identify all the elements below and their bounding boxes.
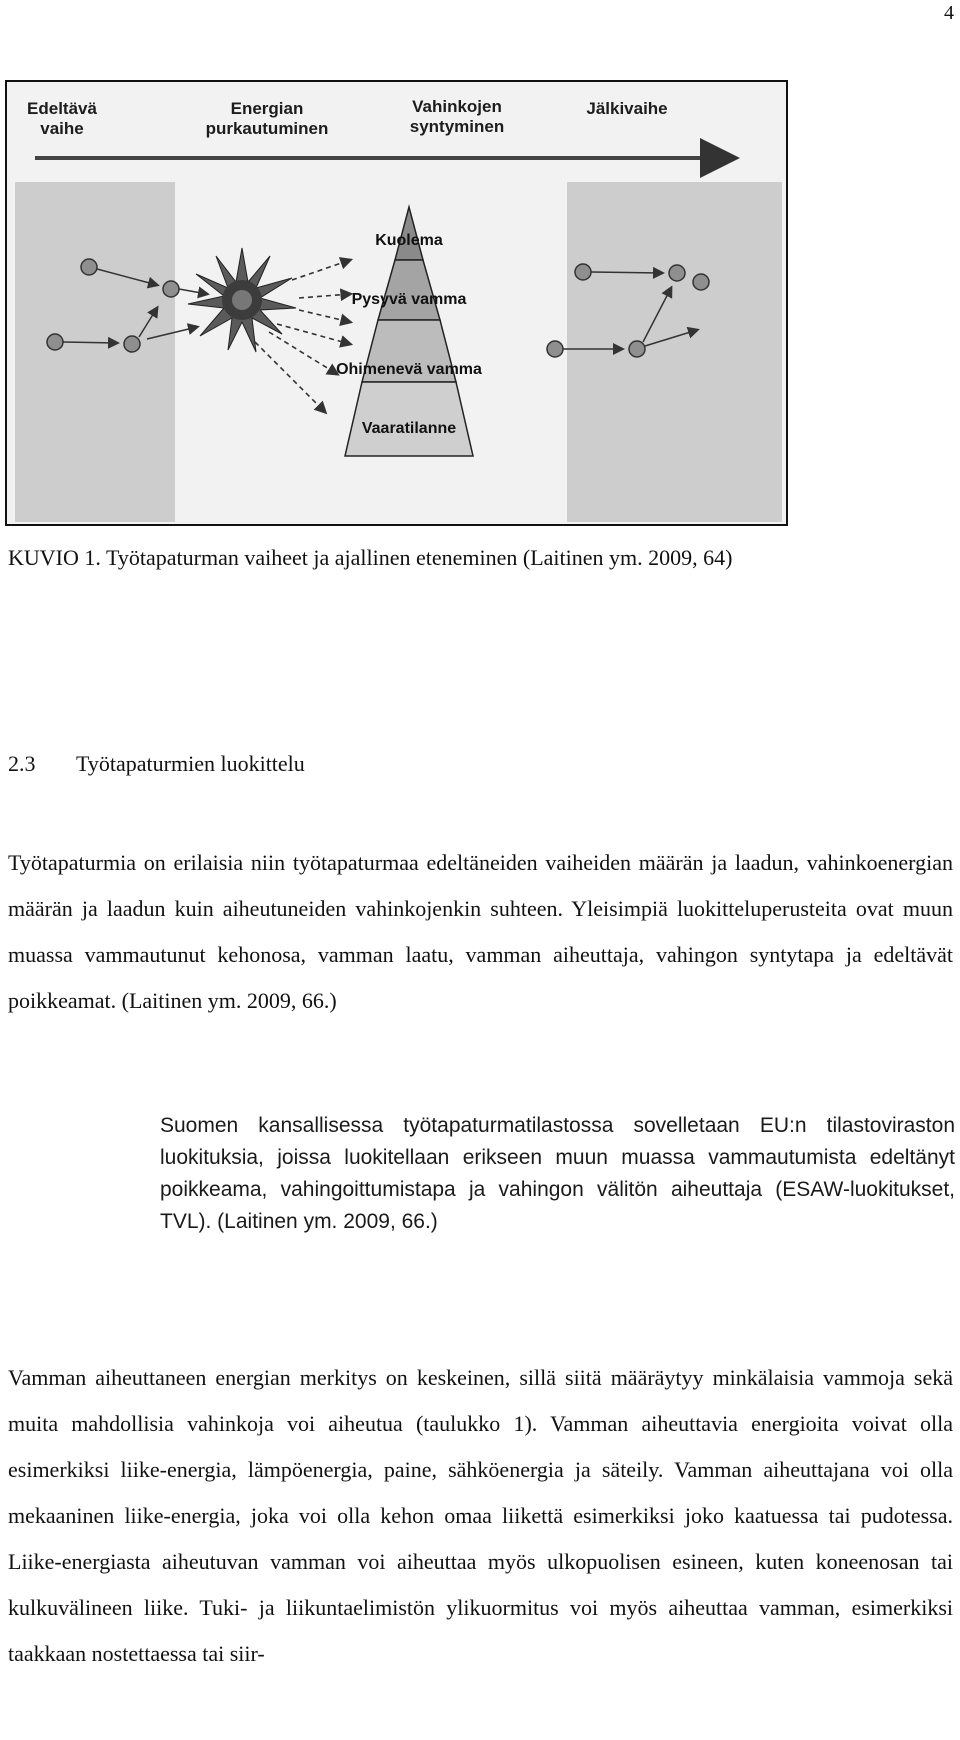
phase-2-line1: Energian	[230, 99, 304, 118]
event-circle	[669, 265, 685, 281]
phase-3-line1: Vahinkojen	[412, 97, 502, 116]
phase-1-line1: Edeltävä	[27, 99, 97, 118]
right-panel	[567, 182, 782, 522]
phase-3-line2: syntyminen	[409, 117, 505, 136]
phase-1-line2: vaihe	[40, 119, 84, 138]
section-heading	[8, 751, 305, 777]
page-number: 4	[944, 2, 954, 24]
phase-2-line2: purkautuminen	[205, 119, 329, 138]
phase-4-line1: Jälkivaihe	[586, 99, 668, 118]
left-panel	[15, 182, 175, 522]
accident-phases-figure	[5, 80, 788, 526]
event-circle	[81, 259, 97, 275]
figure-caption: KUVIO 1. Työtapaturman vaiheet ja ajallinen eteneminen (Laitinen ym. 2009, 64)	[8, 545, 733, 570]
level-death: Kuolema	[375, 232, 443, 249]
event-circle	[693, 274, 709, 290]
section-title: Työtapaturmien luokittelu	[76, 751, 305, 776]
event-circle	[47, 334, 63, 350]
event-circle	[124, 336, 140, 352]
event-circle	[629, 341, 645, 357]
level-temporary-injury: Ohimenevä vamma	[336, 361, 482, 378]
level-permanent-injury: Pysyvä vamma	[351, 291, 467, 308]
event-circle	[575, 264, 591, 280]
level-near-miss: Vaaratilanne	[361, 420, 457, 437]
paragraph-2: Vamman aiheuttaneen energian merkitys on keskeinen, sillä siitä määräytyy minkälaisia vammoja sekä muita mahdollisia vahinkoja voi aiheutua (taulukko 1). Vamman aiheuttavia energioita voivat olla esimerkiksi liike-energia, lämpöenergia, paine, sähköenergia ja säteily. Vamman aiheuttajana voi olla mekaaninen liike-energia, joka voi olla kehon omaa liikettä esimerkiksi joko kaatuessa tai pudotessa. Liike-energiasta aiheutuvan vamman voi aiheuttaa myös ulkopuolisen esineen, kuten koneenosan tai kulkuvälineen liike. Tuki- ja liikuntaelimistön ylikuormitus voi myös aiheuttaa vamman, esimerkiksi taakkaan nostettaessa tai siir-	[8, 1365, 953, 1666]
paragraph-1: Työtapaturmia on erilaisia niin työtapaturmaa edeltäneiden vaiheiden määrän ja laadun, vahinkoenergian määrän ja laadun kuin aiheutuneiden vahinkojenkin suhteen. Yleisimpiä luokitteluperusteita ovat muun muassa vammautunut kehonosa, vamman laatu, vamman aiheuttaja, vahingon syntytapa ja edeltävät poikkeamat. (Laitinen ym. 2009, 66.)	[8, 850, 953, 1013]
event-circle	[547, 341, 563, 357]
figure-diagram	[7, 82, 786, 524]
event-circle	[163, 281, 179, 297]
block-quote: Suomen kansallisessa työtapaturmatilastossa sovelletaan EU:n tilastoviraston luokituksia, joissa luokitellaan erikseen muun muassa vammautumista edeltänyt poikkeama, vahingoittumistapa ja vahingon välitön aiheuttaja (ESAW-luokitukset, TVL). (Laitinen ym. 2009, 66.)	[160, 1114, 955, 1233]
section-number: 2.3	[8, 751, 36, 776]
